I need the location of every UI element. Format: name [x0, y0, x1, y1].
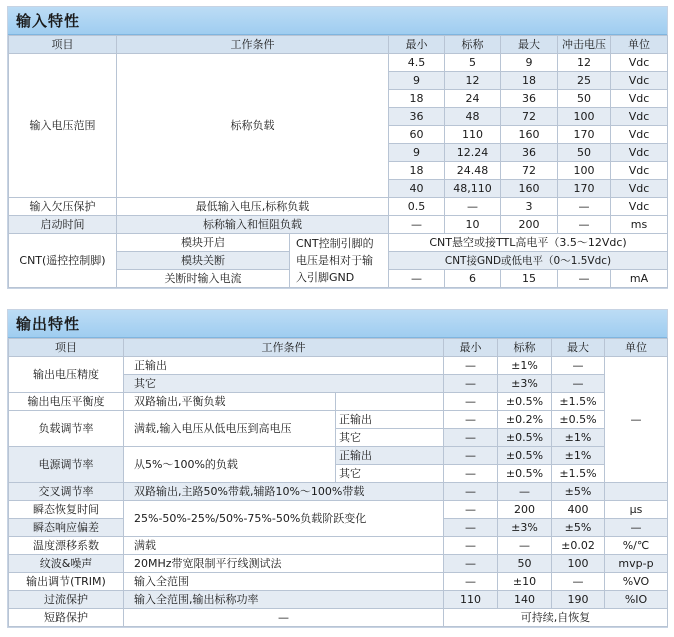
table-row — [9, 393, 668, 411]
balance-label: 输出电压平衡度 — [9, 393, 124, 411]
startup-nom: 10 — [445, 216, 501, 234]
load-reg-min: — — [444, 429, 498, 447]
startup-max: 200 — [501, 216, 558, 234]
range-surge: 50 — [558, 144, 611, 162]
input-range-condition: 标称负载 — [117, 54, 389, 198]
range-min: 36 — [389, 108, 445, 126]
transient-deviation-max: ±5% — [552, 519, 605, 537]
line-reg-min: — — [444, 465, 498, 483]
temp-coef-condition: 满载 — [124, 537, 444, 555]
line-reg-label: 电源调节率 — [9, 447, 124, 483]
temp-coef-label: 温度漂移系数 — [9, 537, 124, 555]
scp-condition: — — [124, 609, 444, 627]
range-unit: Vdc — [611, 144, 668, 162]
load-reg-max: ±1% — [552, 429, 605, 447]
uvp-condition: 最低输入电压,标称负载 — [117, 198, 389, 216]
balance-sub — [336, 393, 444, 411]
range-unit: Vdc — [611, 54, 668, 72]
ocp-min: 110 — [444, 591, 498, 609]
ripple-min: — — [444, 555, 498, 573]
line-reg-sub-positive: 正输出 — [336, 447, 444, 465]
table-row — [9, 234, 668, 252]
range-surge: 100 — [558, 162, 611, 180]
table-row — [9, 609, 668, 627]
startup-condition: 标称输入和恒阻负载 — [117, 216, 389, 234]
table-row — [9, 483, 668, 501]
line-reg-condition: 从5%～100%的负载 — [124, 447, 336, 483]
uvp-max: 3 — [501, 198, 558, 216]
range-min: 60 — [389, 126, 445, 144]
cnt-off-label: 模块关断 — [117, 252, 290, 270]
range-min: 18 — [389, 90, 445, 108]
load-reg-nom: ±0.2% — [498, 411, 552, 429]
cnt-quiescent-nom: 6 — [445, 270, 501, 288]
accuracy-cond-other: 其它 — [124, 375, 444, 393]
cross-reg-label: 交叉调节率 — [9, 483, 124, 501]
range-surge: 170 — [558, 126, 611, 144]
temp-coef-min: — — [444, 537, 498, 555]
load-reg-min: — — [444, 411, 498, 429]
header-max: 最大 — [501, 36, 558, 54]
range-min: 18 — [389, 162, 445, 180]
ripple-nom: 50 — [498, 555, 552, 573]
transient-deviation-label: 瞬态响应偏差 — [9, 519, 124, 537]
accuracy-min: — — [444, 357, 498, 375]
transient-recovery-unit: μs — [605, 501, 668, 519]
startup-surge: — — [558, 216, 611, 234]
load-reg-condition: 满载,输入电压从低电压到高电压 — [124, 411, 336, 447]
header-condition: 工作条件 — [124, 339, 444, 357]
uvp-label: 输入欠压保护 — [9, 198, 117, 216]
line-reg-nom: ±0.5% — [498, 465, 552, 483]
startup-min: — — [389, 216, 445, 234]
range-surge: 170 — [558, 180, 611, 198]
temp-coef-nom: — — [498, 537, 552, 555]
transient-deviation-nom: ±3% — [498, 519, 552, 537]
range-nom: 48 — [445, 108, 501, 126]
input-range-label: 输入电压范围 — [9, 54, 117, 198]
ripple-max: 100 — [552, 555, 605, 573]
table-row — [9, 198, 668, 216]
transient-deviation-unit: — — [605, 519, 668, 537]
range-max: 72 — [501, 108, 558, 126]
accuracy-nom: ±1% — [498, 357, 552, 375]
input-header-row — [9, 36, 668, 54]
load-reg-max: ±0.5% — [552, 411, 605, 429]
range-max: 36 — [501, 144, 558, 162]
range-nom: 24 — [445, 90, 501, 108]
input-section — [7, 6, 668, 289]
range-nom: 48,110 — [445, 180, 501, 198]
temp-coef-max: ±0.02 — [552, 537, 605, 555]
transient-condition: 25%-50%-25%/50%-75%-50%负载阶跃变化 — [124, 501, 444, 537]
range-min: 4.5 — [389, 54, 445, 72]
shared-unit: — — [605, 357, 668, 483]
accuracy-label: 输出电压精度 — [9, 357, 124, 393]
accuracy-max: — — [552, 357, 605, 375]
table-row — [9, 447, 668, 465]
range-min: 9 — [389, 144, 445, 162]
scp-label: 短路保护 — [9, 609, 124, 627]
table-row — [9, 555, 668, 573]
range-max: 160 — [501, 180, 558, 198]
table-row — [9, 216, 668, 234]
range-nom: 12.24 — [445, 144, 501, 162]
cnt-label: CNT(遥控控制脚) — [9, 234, 117, 288]
cnt-on-description: CNT悬空或接TTL高电平（3.5～12Vdc) — [389, 234, 668, 252]
table-row — [9, 357, 668, 375]
cnt-quiescent-max: 15 — [501, 270, 558, 288]
table-row — [9, 591, 668, 609]
header-max: 最大 — [552, 339, 605, 357]
line-reg-min: — — [444, 447, 498, 465]
ripple-label: 纹波&噪声 — [9, 555, 124, 573]
header-min: 最小 — [444, 339, 498, 357]
accuracy-cond-positive: 正输出 — [124, 357, 444, 375]
range-nom: 12 — [445, 72, 501, 90]
table-row — [9, 411, 668, 429]
line-reg-max: ±1.5% — [552, 465, 605, 483]
cross-reg-max: ±5% — [552, 483, 605, 501]
cross-reg-min: — — [444, 483, 498, 501]
temp-coef-unit: %/℃ — [605, 537, 668, 555]
accuracy-max: — — [552, 375, 605, 393]
trim-min: — — [444, 573, 498, 591]
range-unit: Vdc — [611, 72, 668, 90]
range-unit: Vdc — [611, 90, 668, 108]
table-row — [9, 573, 668, 591]
range-unit: Vdc — [611, 108, 668, 126]
uvp-surge: — — [558, 198, 611, 216]
trim-unit: %VO — [605, 573, 668, 591]
balance-min: — — [444, 393, 498, 411]
ripple-unit: mvp-p — [605, 555, 668, 573]
range-max: 160 — [501, 126, 558, 144]
cross-reg-condition: 双路输出,主路50%带载,辅路10%～100%带载 — [124, 483, 444, 501]
startup-label: 启动时间 — [9, 216, 117, 234]
header-unit: 单位 — [611, 36, 668, 54]
output-section-header — [8, 310, 667, 338]
accuracy-min: — — [444, 375, 498, 393]
range-surge: 25 — [558, 72, 611, 90]
cnt-quiescent-min: — — [389, 270, 445, 288]
table-row — [9, 54, 668, 72]
trim-condition: 输入全范围 — [124, 573, 444, 591]
line-reg-nom: ±0.5% — [498, 447, 552, 465]
transient-recovery-max: 400 — [552, 501, 605, 519]
balance-condition: 双路输出,平衡负载 — [124, 393, 336, 411]
range-max: 9 — [501, 54, 558, 72]
transient-recovery-min: — — [444, 501, 498, 519]
line-reg-sub-other: 其它 — [336, 465, 444, 483]
header-nom: 标称 — [445, 36, 501, 54]
range-max: 18 — [501, 72, 558, 90]
range-unit: Vdc — [611, 180, 668, 198]
header-condition: 工作条件 — [117, 36, 389, 54]
input-spec-table — [8, 35, 668, 288]
transient-deviation-min: — — [444, 519, 498, 537]
ocp-unit: %IO — [605, 591, 668, 609]
cnt-quiescent-label: 关断时输入电流 — [117, 270, 290, 288]
transient-recovery-nom: 200 — [498, 501, 552, 519]
header-min: 最小 — [389, 36, 445, 54]
range-min: 9 — [389, 72, 445, 90]
range-nom: 24.48 — [445, 162, 501, 180]
output-section — [7, 309, 668, 628]
table-row — [9, 537, 668, 555]
range-unit: Vdc — [611, 126, 668, 144]
cnt-on-label: 模块开启 — [117, 234, 290, 252]
range-unit: Vdc — [611, 162, 668, 180]
ocp-label: 过流保护 — [9, 591, 124, 609]
scp-description: 可持续,自恢复 — [444, 609, 668, 627]
range-surge: 50 — [558, 90, 611, 108]
range-nom: 5 — [445, 54, 501, 72]
range-nom: 110 — [445, 126, 501, 144]
input-section-header — [8, 7, 667, 35]
cnt-off-description: CNT接GND或低电平（0～1.5Vdc) — [389, 252, 668, 270]
range-max: 72 — [501, 162, 558, 180]
header-unit: 单位 — [605, 339, 668, 357]
load-reg-sub-positive: 正输出 — [336, 411, 444, 429]
header-nom: 标称 — [498, 339, 552, 357]
cnt-quiescent-surge: — — [558, 270, 611, 288]
load-reg-sub-other: 其它 — [336, 429, 444, 447]
line-reg-max: ±1% — [552, 447, 605, 465]
header-surge: 冲击电压 — [558, 36, 611, 54]
cnt-note: CNT控制引脚的电压是相对于输入引脚GND — [290, 234, 389, 288]
range-surge: 12 — [558, 54, 611, 72]
ocp-nom: 140 — [498, 591, 552, 609]
startup-unit: ms — [611, 216, 668, 234]
header-item: 项目 — [9, 339, 124, 357]
ocp-condition: 输入全范围,输出标称功率 — [124, 591, 444, 609]
cross-reg-unit — [605, 483, 668, 501]
trim-label: 输出调节(TRIM) — [9, 573, 124, 591]
uvp-nom: — — [445, 198, 501, 216]
load-reg-nom: ±0.5% — [498, 429, 552, 447]
output-header-row — [9, 339, 668, 357]
ripple-condition: 20MHz带宽限制平行线测试法 — [124, 555, 444, 573]
cnt-quiescent-unit: mA — [611, 270, 668, 288]
input-section-title: 输入特性 — [16, 12, 81, 30]
range-min: 40 — [389, 180, 445, 198]
header-item: 项目 — [9, 36, 117, 54]
table-row — [9, 501, 668, 519]
range-max: 36 — [501, 90, 558, 108]
balance-nom: ±0.5% — [498, 393, 552, 411]
load-reg-label: 负载调节率 — [9, 411, 124, 447]
accuracy-nom: ±3% — [498, 375, 552, 393]
cross-reg-nom: — — [498, 483, 552, 501]
ocp-max: 190 — [552, 591, 605, 609]
output-section-title: 输出特性 — [16, 315, 81, 333]
trim-nom: ±10 — [498, 573, 552, 591]
balance-max: ±1.5% — [552, 393, 605, 411]
output-spec-table — [8, 338, 668, 627]
trim-max: — — [552, 573, 605, 591]
transient-recovery-label: 瞬态恢复时间 — [9, 501, 124, 519]
uvp-unit: Vdc — [611, 198, 668, 216]
range-surge: 100 — [558, 108, 611, 126]
uvp-min: 0.5 — [389, 198, 445, 216]
